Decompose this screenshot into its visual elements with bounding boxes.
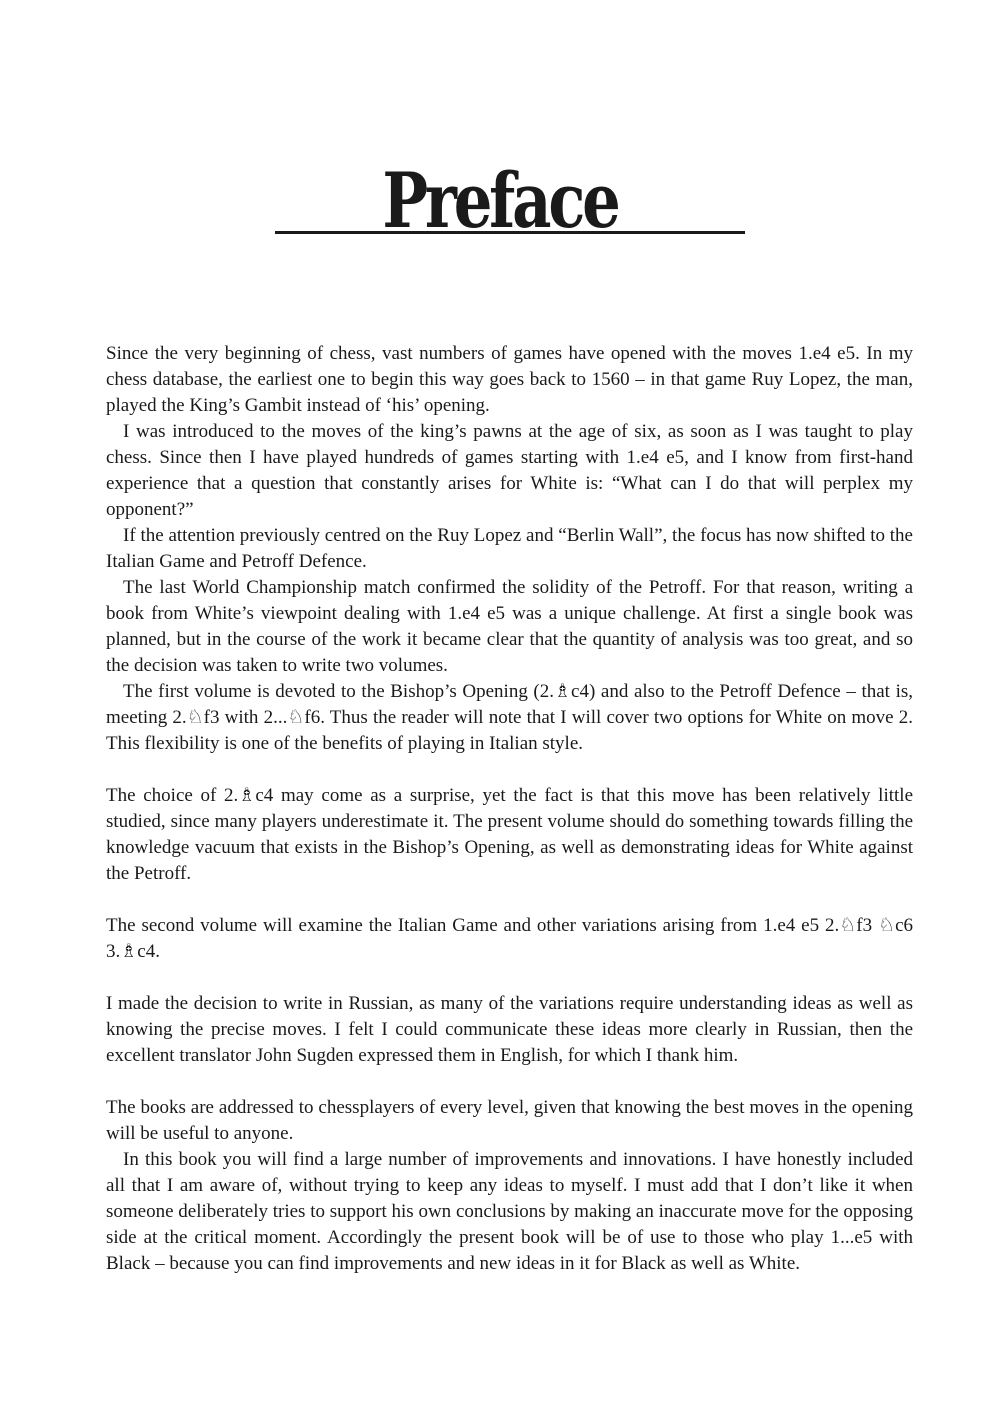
page-title: Preface xyxy=(382,155,618,245)
paragraph-1: Since the very beginning of chess, vast numbers of games have opened with the moves 1.e4 e5. In my chess database, the earliest one to begin this way goes back to 1560 – in that game Ruy Lopez, the man, played the King’s Gambit instead of ‘his’ opening. xyxy=(106,343,913,416)
paragraph-2: I was introduced to the moves of the king’s pawns at the age of six, as soon as I was taught to play chess. Since then I have played hundreds of games starting with 1.e4 e5, and I know from first-hand experience that a question that constantly arises for White is: “What can I do that will perplex my opponent?” xyxy=(106,421,913,520)
paragraph-10: In this book you will find a large number of improvements and innovations. I have honestly included all that I am aware of, without trying to keep any ideas to myself. I must add that I don’t like it when someone deliberately tries to support his own conclusions by making an inaccurate move for the opposing side at the critical moment. Accordingly the present book will be of use to those who play 1...e5 with Black – because you can find improvements and new ideas in it for Black as well as White. xyxy=(106,1149,913,1274)
paragraph-6: The choice of 2.♗c4 may come as a surprise, yet the fact is that this move has been relatively little studied, since many players underestimate it. The present volume should do something towards filling the knowledge vacuum that exists in the Bishop’s Opening, as well as demonstrating ideas for White against the Petroff. xyxy=(106,785,913,884)
paragraph-7: The second volume will examine the Italian Game and other variations arising from 1.e4 e5 2.♘f3 ♘c6 3.♗c4. xyxy=(106,915,913,962)
paragraph-5: The first volume is devoted to the Bishop’s Opening (2.♗c4) and also to the Petroff Defence – that is, meeting 2.♘f3 with 2...♘f6. Thus the reader will note that I will cover two options for White on move 2. This flexibility is one of the benefits of playing in Italian style. xyxy=(106,681,913,754)
paragraph-9: The books are addressed to chessplayers of every level, given that knowing the best moves in the opening will be useful to anyone. xyxy=(106,1097,913,1144)
preface-body xyxy=(106,341,913,1277)
paragraph-8: I made the decision to write in Russian, as many of the variations require understanding ideas as well as knowing the precise moves. I felt I could communicate these ideas more clearly in Russian, then the excellent translator John Sugden expressed them in English, for which I thank him. xyxy=(106,993,913,1066)
title-divider xyxy=(275,231,745,234)
paragraph-4: The last World Championship match confirmed the solidity of the Petroff. For that reason, writing a book from White’s viewpoint dealing with 1.e4 e5 was a unique challenge. At first a single book was planned, but in the course of the work it became clear that the quantity of analysis was too great, and so the decision was taken to write two volumes. xyxy=(106,577,913,676)
paragraph-3: If the attention previously centred on the Ruy Lopez and “Berlin Wall”, the focus has now shifted to the Italian Game and Petroff Defence. xyxy=(106,525,913,572)
